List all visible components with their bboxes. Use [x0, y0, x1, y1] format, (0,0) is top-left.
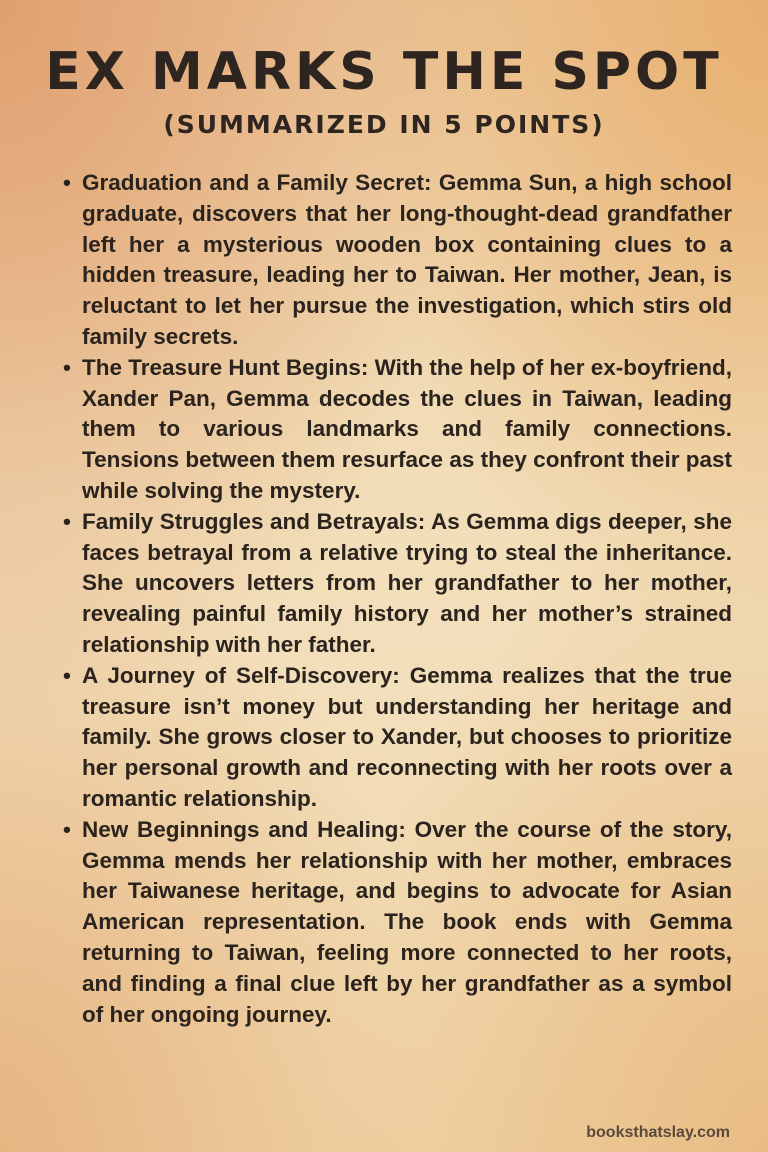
- bullet-icon: •: [63, 816, 71, 842]
- page-subtitle: (SUMMARIZED IN 5 POINTS): [163, 110, 605, 139]
- summary-point: [58, 507, 732, 661]
- site-watermark: booksthatslay.com: [586, 1124, 730, 1141]
- page-title: EX MARKS THE SPOT: [45, 42, 723, 102]
- summary-point: [58, 168, 732, 353]
- bullet-icon: •: [63, 354, 71, 380]
- bullet-icon: •: [63, 662, 71, 688]
- summary-point-text: A Journey of Self-Discovery: Gemma realizes that the true treasure isn’t money but understanding her heritage and family. She grows closer to Xander, but chooses to prioritize her personal growth and reconnecting with her roots over a romantic relationship.: [82, 662, 732, 811]
- bullet-icon: •: [63, 508, 71, 534]
- summary-point: [58, 353, 732, 507]
- summary-point: [58, 661, 732, 815]
- summary-point: [58, 815, 732, 1031]
- summary-points-list: [58, 168, 732, 1030]
- summary-point-text: The Treasure Hunt Begins: With the help of her ex-boyfriend, Xander Pan, Gemma decodes the clues in Taiwan, leading them to various landmarks and family connections. Tensions between them resurface as they confront their past while solving the mystery.: [82, 354, 732, 503]
- summary-point-text: Family Struggles and Betrayals: As Gemma digs deeper, she faces betrayal from a relative trying to steal the inheritance. She uncovers letters from her grandfather to her mother, revealing painful family history and her mother’s strained relationship with her father.: [82, 508, 732, 657]
- summary-point-text: Graduation and a Family Secret: Gemma Sun, a high school graduate, discovers that her long-thought-dead grandfather left her a mysterious wooden box containing clues to a hidden treasure, leading her to Taiwan. Her mother, Jean, is reluctant to let her pursue the investigation, which stirs old family secrets.: [82, 170, 732, 349]
- bullet-icon: •: [63, 170, 71, 195]
- summary-point-text: New Beginnings and Healing: Over the course of the story, Gemma mends her relationship with her mother, embraces her Taiwanese heritage, and begins to advocate for Asian American representation. The book ends with Gemma returning to Taiwan, feeling more connected to her roots, and finding a final clue left by her grandfather as a symbol of her ongoing journey.: [82, 816, 732, 1027]
